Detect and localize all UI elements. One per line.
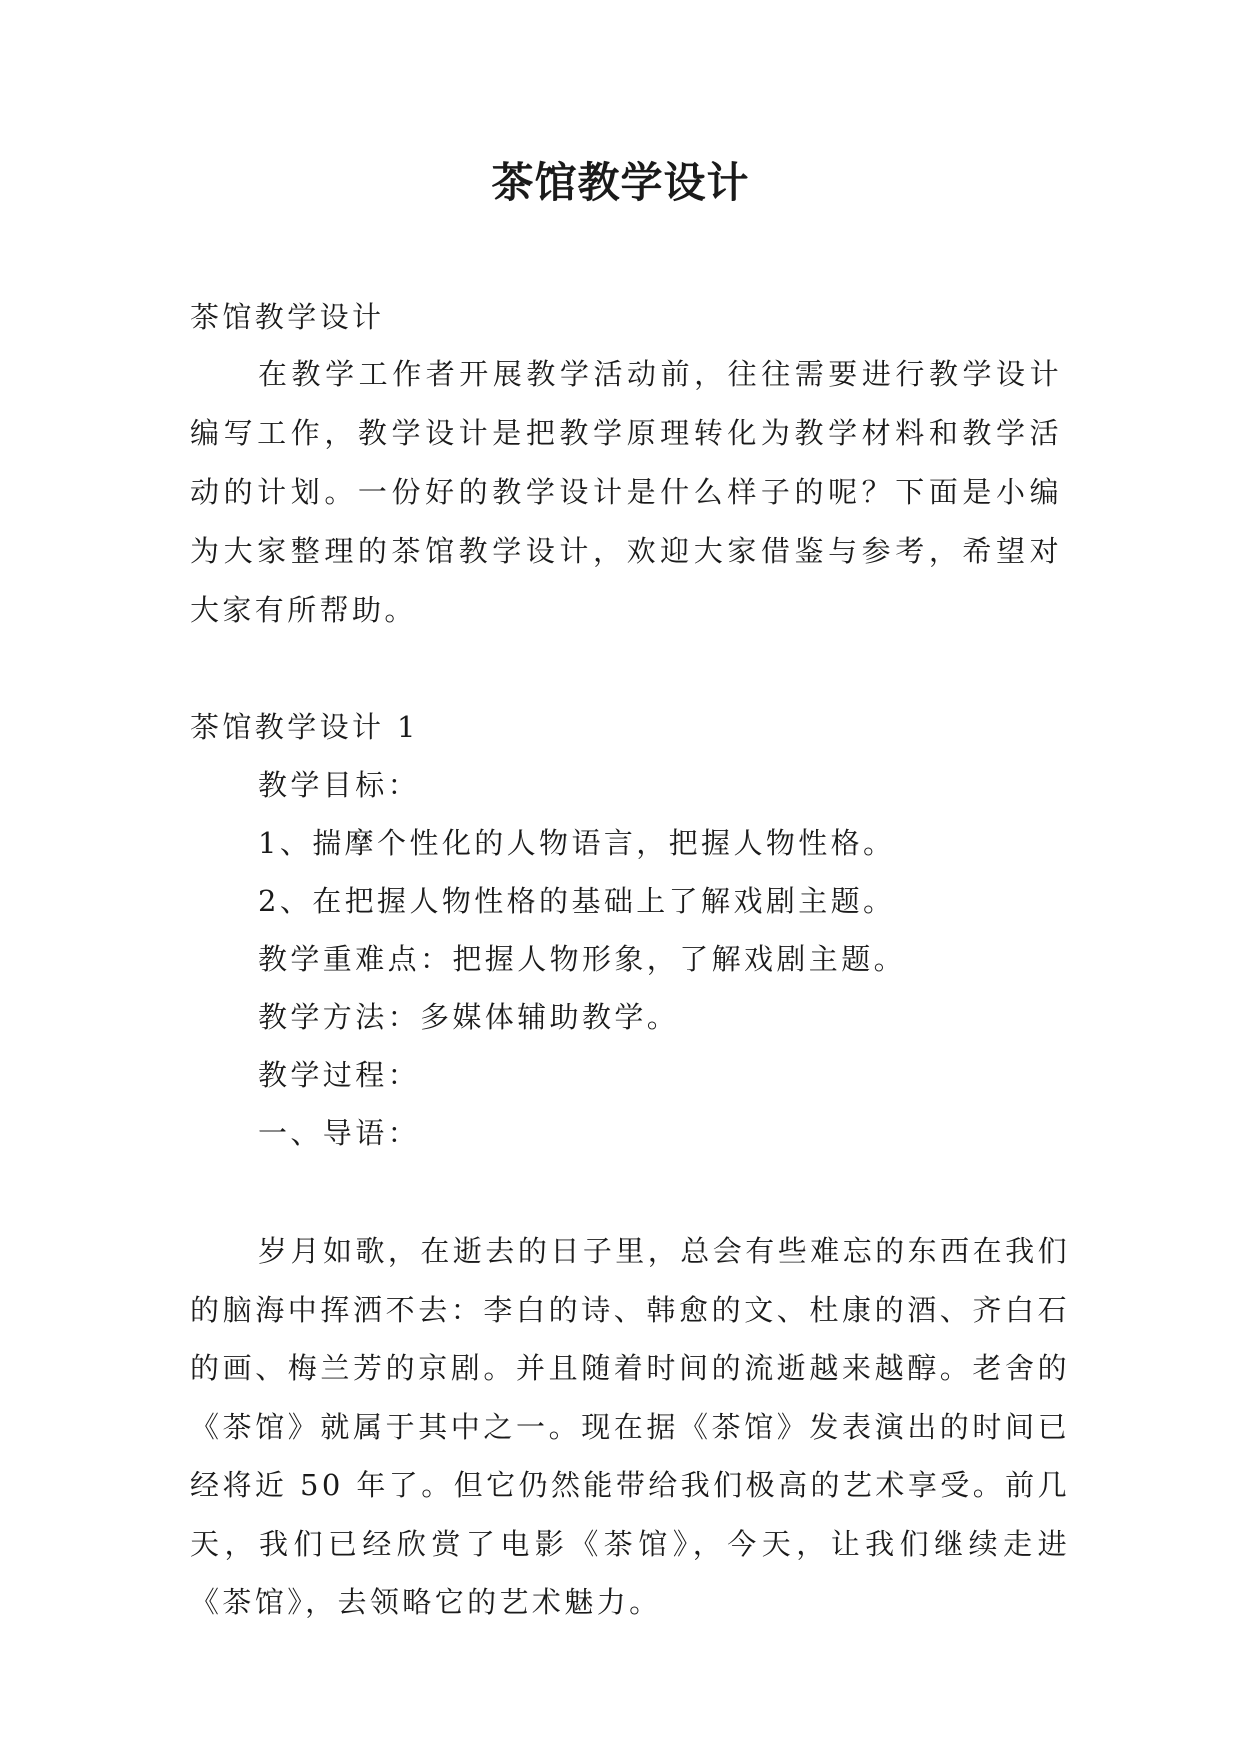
objective-item-2: 2、在把握人物性格的基础上了解戏剧主题。 <box>258 884 896 918</box>
introduction-paragraph: 岁月如歌，在逝去的日子里，总会有些难忘的东西在我们的脑海中挥洒不去：李白的诗、韩愈的文、杜康的酒、齐白石的画、梅兰芳的京剧。并且随着时间的流逝越来越醇。老舍的《茶馆》就属于其中之一。现在据《茶馆》发表演出的时间已经将近 50 年了。但它仍然能带给我们极高的艺术享受。前几天，我们已经欣赏了电影《茶馆》，今天，让我们继续走进《茶馆》，去领略它的艺术魅力。 <box>190 1234 1070 1619</box>
objective-item-1: 1、揣摩个性化的人物语言，把握人物性格。 <box>258 826 896 860</box>
section-line-list <box>190 756 1062 1162</box>
section-heading: 茶馆教学设计 1 <box>190 710 419 744</box>
teaching-method-line: 教学方法：多媒体辅助教学。 <box>258 1000 680 1034</box>
key-difficulties-line: 教学重难点：把握人物形象，了解戏剧主题。 <box>258 942 907 976</box>
intro-paragraph: 在教学工作者开展教学活动前，往往需要进行教学设计编写工作，教学设计是把教学原理转化为教学材料和教学活动的计划。一份好的教学设计是什么样子的呢？下面是小编为大家整理的茶馆教学设计，欢迎大家借鉴与参考，希望对大家有所帮助。 <box>190 357 1062 627</box>
document-title: 茶馆教学设计 <box>491 158 750 207</box>
teaching-process-label: 教学过程： <box>258 1058 421 1092</box>
teaching-objectives-label: 教学目标： <box>258 768 421 802</box>
intro-heading: 茶馆教学设计 <box>190 300 385 334</box>
introduction-label: 一、导语： <box>258 1116 421 1150</box>
